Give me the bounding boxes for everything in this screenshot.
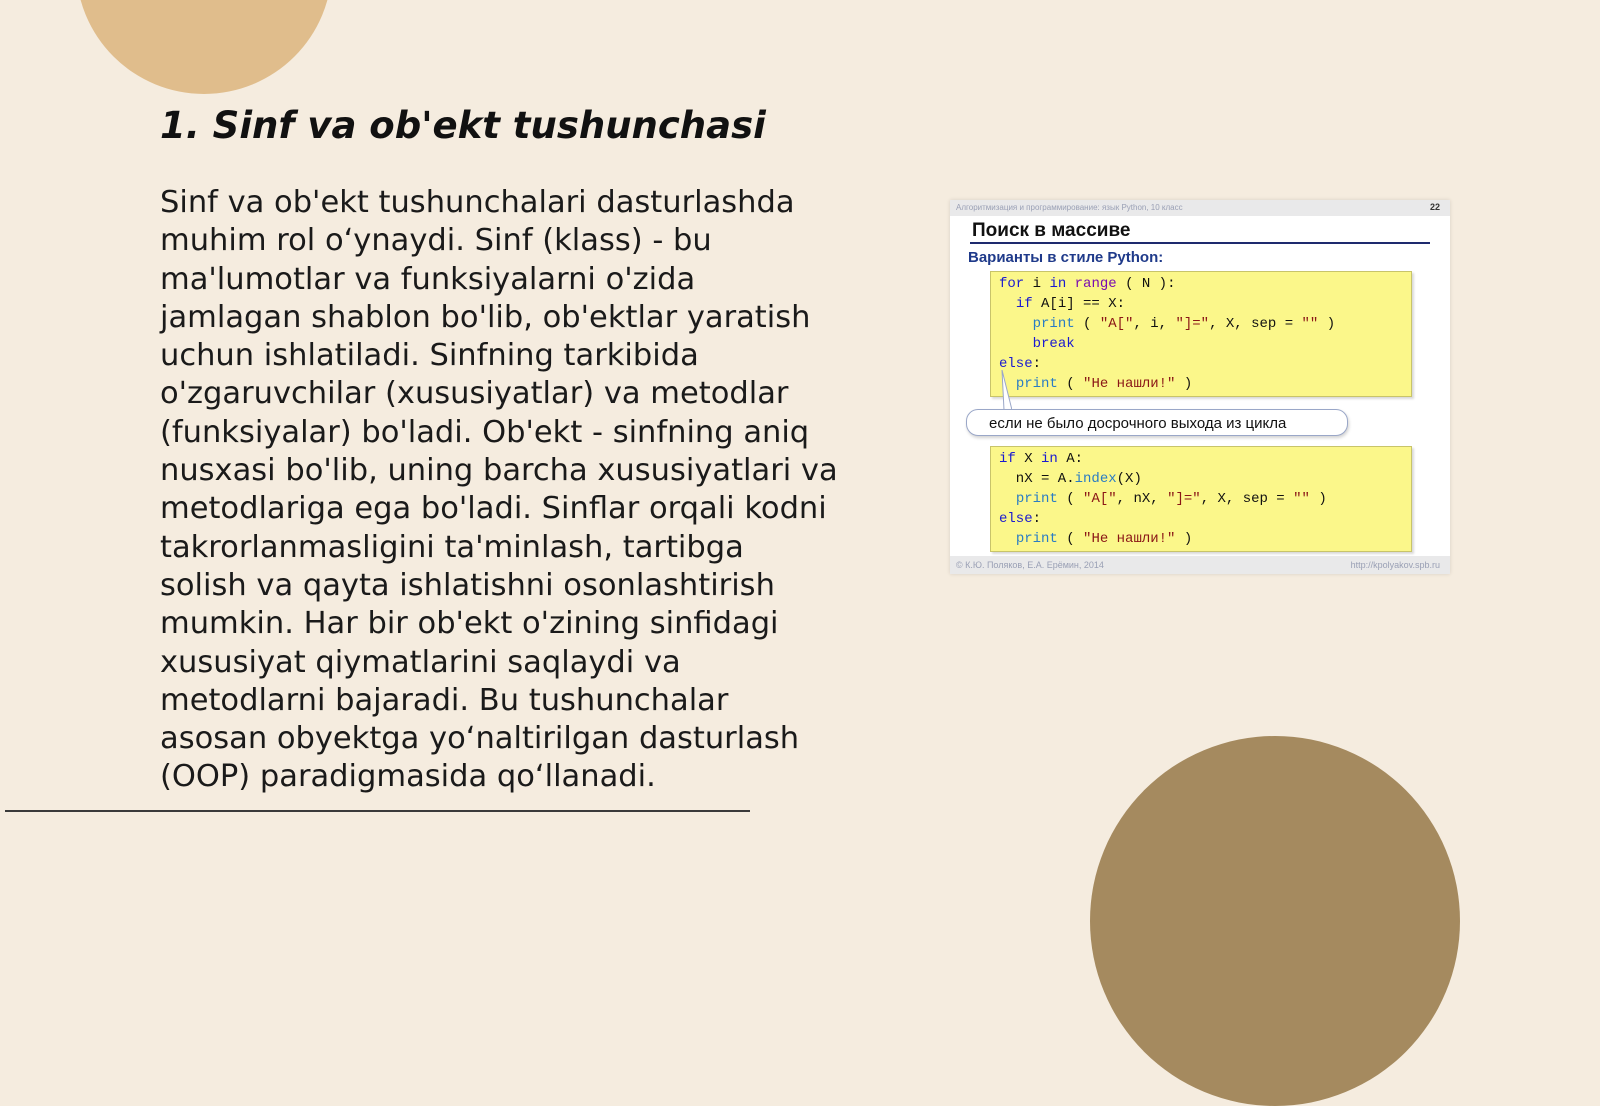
- decorative-circle-top: [76, 0, 332, 94]
- slide-subtitle: Варианты в стиле Python:: [968, 249, 1164, 266]
- code-block-1: [990, 271, 1412, 397]
- callout-note: если не было досрочного выхода из цикла: [966, 409, 1348, 436]
- divider-line: [5, 810, 750, 812]
- decorative-circle-bottom: [1090, 736, 1460, 1106]
- slide-title-underline: [970, 242, 1430, 244]
- slide-number: 22: [1429, 202, 1440, 212]
- code-line: else:: [999, 356, 1042, 372]
- code-line: nX = A.index(X): [999, 471, 1142, 487]
- slide-footer-left: © К.Ю. Поляков, Е.А. Ерёмин, 2014: [956, 560, 1104, 570]
- page-title: 1. Sinf va ob'ekt tushunchasi: [160, 104, 766, 147]
- code-line: print ( "A[", i, "]=", X, sep = "" ): [1032, 316, 1336, 332]
- code-line: if A[i] == X:: [1015, 296, 1126, 312]
- slide-footer: [950, 556, 1450, 574]
- slide-header-text: Алгоритмизация и программирование: язык Python, 10 класс: [956, 203, 1183, 212]
- code-line: if X in A:: [999, 451, 1084, 467]
- code-line: break: [1032, 336, 1075, 352]
- embedded-slide-image: [950, 200, 1450, 574]
- code-line: print ( "Не нашли!" ): [1015, 376, 1193, 392]
- callout-pointer: [1000, 370, 1012, 410]
- code-line: print ( "Не нашли!" ): [1015, 531, 1193, 547]
- code-line: for i in range ( N ):: [999, 276, 1176, 292]
- body-paragraph: Sinf va ob'ekt tushunchalari dasturlashda muhim rol o‘ynaydi. Sinf (klass) - bu ma'lumotlar va funksiyalarni o'zida jamlagan shablon bo'lib, ob'ektlar yaratish uchun ishlatiladi. Sinfning tarkibida o'zgaruvchilar (xususiyatlar) va metodlar (funksiyalar) bo'ladi. Ob'ekt - sinfning aniq nusxasi bo'lib, uning barcha xususiyatlari va metodlariga ega bo'ladi. Sinflar orqali kodni takrorlanmasligini ta'minlash, tartibga solish va qayta ishlatishni osonlashtirish mumkin. Har bir ob'ekt o'zining sinfidagi xususiyat qiymatlarini saqlaydi va metodlarni bajaradi. Bu tushunchalar asosan obyektga yo‘naltirilgan dasturlash (OOP) paradigmasida qo‘llanadi.: [160, 185, 838, 795]
- slide-header: [950, 200, 1450, 216]
- slide-title: Поиск в массиве: [972, 220, 1131, 241]
- slide-footer-right: http://kpolyakov.spb.ru: [1350, 560, 1440, 570]
- code-line: print ( "A[", nX, "]=", X, sep = "" ): [1015, 491, 1327, 507]
- code-block-2: [990, 446, 1412, 552]
- code-line: else:: [999, 511, 1042, 527]
